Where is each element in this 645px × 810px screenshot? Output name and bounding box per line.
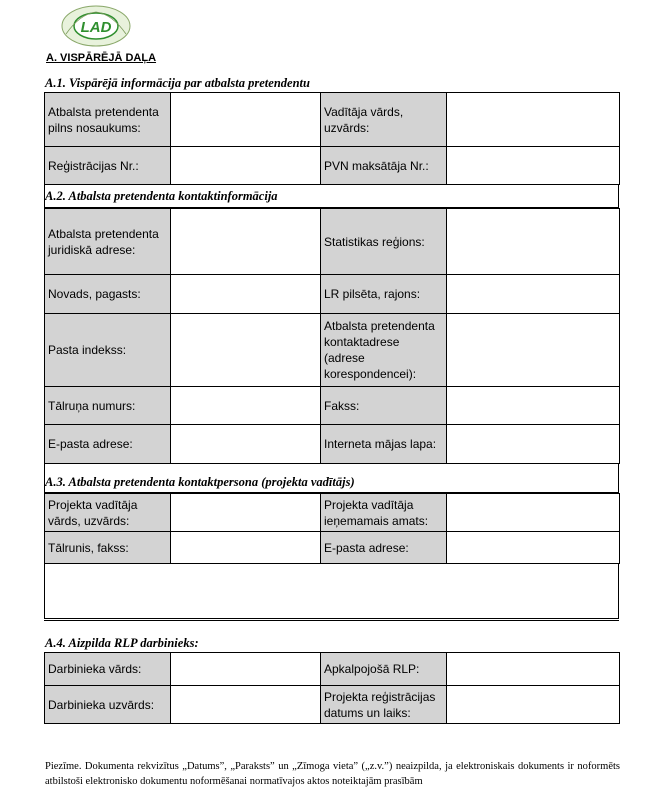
pvn-nr-field[interactable] xyxy=(447,147,620,185)
section-a1-title: A.1. Vispārējā informācija par atbalsta pretendentu xyxy=(45,76,310,90)
field-label: Interneta mājas lapa: xyxy=(321,425,447,464)
pretendenta-nosaukums-field[interactable] xyxy=(171,93,321,147)
projekta-vaditaja-vards-field[interactable] xyxy=(171,494,321,532)
a4-table xyxy=(44,652,620,724)
a1-table xyxy=(44,92,620,185)
table-row xyxy=(45,532,620,564)
lad-logo xyxy=(60,4,132,48)
darbinieka-uzvards-field[interactable] xyxy=(171,686,321,724)
section-a2-title: A.2. Atbalsta pretendenta kontaktinformācija xyxy=(45,189,278,203)
table-row xyxy=(45,387,620,425)
field-label: E-pasta adrese: xyxy=(45,425,171,464)
table-row xyxy=(45,686,620,724)
section-a3-title: A.3. Atbalsta pretendenta kontaktpersona (projekta vadītājs) xyxy=(45,475,355,489)
field-label: Atbalsta pretendenta juridiskā adrese: xyxy=(45,209,171,275)
table-row xyxy=(45,209,620,275)
field-label: Darbinieka vārds: xyxy=(45,653,171,686)
table-row xyxy=(45,494,620,532)
field-label: Novads, pagasts: xyxy=(45,275,171,314)
juridiska-adrese-field[interactable] xyxy=(171,209,321,275)
table-row xyxy=(45,93,620,147)
talruna-numurs-field[interactable] xyxy=(171,387,321,425)
darbinieka-vards-field[interactable] xyxy=(171,653,321,686)
field-label: E-pasta adrese: xyxy=(321,532,447,564)
a2-table xyxy=(44,208,620,464)
vaditaja-vards-field[interactable] xyxy=(447,93,620,147)
field-label: Fakss: xyxy=(321,387,447,425)
table-row xyxy=(45,314,620,387)
kontaktadrese-field[interactable] xyxy=(447,314,620,387)
table-row xyxy=(45,425,620,464)
apkalpojosa-rlp-field[interactable] xyxy=(447,653,620,686)
field-label: Statistikas reģions: xyxy=(321,209,447,275)
field-label: Vadītāja vārds, uzvārds: xyxy=(321,93,447,147)
part-title: A. VISPĀRĒJĀ DAĻA xyxy=(46,52,157,64)
field-label: Projekta reģistrācijas datums un laiks: xyxy=(321,686,447,724)
interneta-lapa-field[interactable] xyxy=(447,425,620,464)
projekta-vaditaja-amats-field[interactable] xyxy=(447,494,620,532)
field-label: Projekta vadītāja ieņemamais amats: xyxy=(321,494,447,532)
field-label: PVN maksātāja Nr.: xyxy=(321,147,447,185)
table-row xyxy=(45,275,620,314)
field-label: Atbalsta pretendenta pilns nosaukums: xyxy=(45,93,171,147)
talrunis-fakss-field[interactable] xyxy=(171,532,321,564)
pasta-indekss-field[interactable] xyxy=(171,314,321,387)
table-row xyxy=(45,147,620,185)
section-a4-title: A.4. Aizpilda RLP darbinieks: xyxy=(45,636,199,650)
novads-pagasts-field[interactable] xyxy=(171,275,321,314)
epasta-adrese-field[interactable] xyxy=(171,425,321,464)
field-label: Tālruņa numurs: xyxy=(45,387,171,425)
registracijas-nr-field[interactable] xyxy=(171,147,321,185)
blank-area xyxy=(44,563,619,619)
logo-text: LAD xyxy=(80,19,112,36)
field-label: Projekta vadītāja vārds, uzvārds: xyxy=(45,494,171,532)
table-row xyxy=(45,653,620,686)
statistikas-regions-field[interactable] xyxy=(447,209,620,275)
double-rule xyxy=(44,618,619,621)
field-label: Apkalpojošā RLP: xyxy=(321,653,447,686)
field-label: Reģistrācijas Nr.: xyxy=(45,147,171,185)
lr-pilseta-rajons-field[interactable] xyxy=(447,275,620,314)
field-label: Darbinieka uzvārds: xyxy=(45,686,171,724)
field-label: LR pilsēta, rajons: xyxy=(321,275,447,314)
registracijas-datums-field[interactable] xyxy=(447,686,620,724)
field-label: Pasta indekss: xyxy=(45,314,171,387)
a3-table xyxy=(44,493,620,564)
fakss-field[interactable] xyxy=(447,387,620,425)
footnote: Piezīme. Dokumenta rekvizītus „Datums”, „Paraksts” un „Zīmoga vieta” („z.v.”) neaizpilda, ja elektroniskais dokuments ir noformēts atbilstoši elektronisko dokumentu noformēšanai normatīvajos aktos noteiktajām prasībām xyxy=(45,761,620,787)
field-label: Atbalsta pretendenta kontaktadrese (adrese korespondencei): xyxy=(321,314,447,387)
kontaktpersona-epasts-field[interactable] xyxy=(447,532,620,564)
field-label: Tālrunis, fakss: xyxy=(45,532,171,564)
